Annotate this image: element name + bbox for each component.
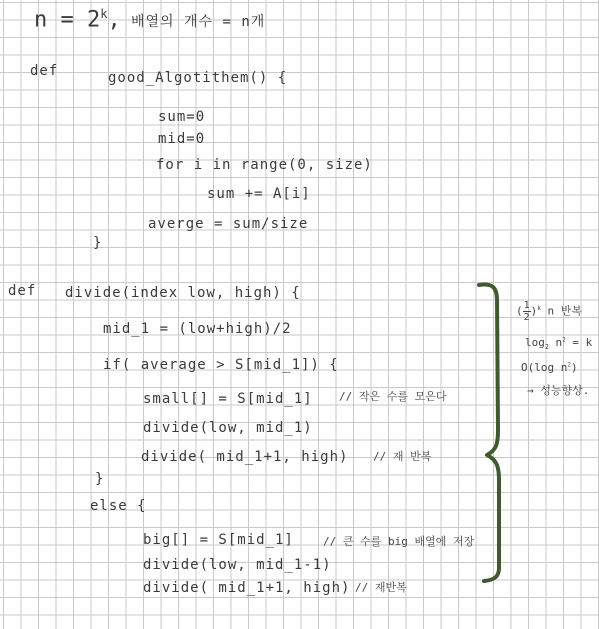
side-note-performance: → 성능향상. — [527, 384, 590, 397]
good-algorithm-average: averge = sum/size — [148, 216, 309, 232]
header-comma: , — [107, 7, 121, 33]
side-note-fraction: $\frac{1}{2}$ — [523, 300, 530, 323]
side-note-halving: ( $\frac{1}{2}$ )$^k$ n 반복 — [516, 300, 583, 323]
header-n: n — [34, 7, 48, 33]
good-algorithm-sum-add: sum += A[i] — [207, 186, 311, 202]
divide-def-keyword: def — [8, 283, 37, 299]
divide-repeat-comment-1: // 재 반복 — [373, 450, 432, 463]
header-eq: = 2 — [60, 7, 101, 33]
side-note-exponent: k — [537, 304, 541, 312]
header-exponent: k — [100, 7, 108, 21]
divide-mid-calc: mid_1 = (low+high)/2 — [103, 321, 292, 337]
divide-call-low: divide(low, mid_1) — [143, 420, 313, 436]
divide-call-high: divide( mid_1+1, high) — [141, 449, 349, 465]
divide-signature: divide(index low, high) { — [65, 285, 301, 301]
divide-big-comment: // 큰 수를 big 배열에 저장 — [323, 535, 475, 548]
divide-call-low-2: divide(low, mid_1-1) — [143, 557, 332, 573]
divide-if-condition: if( average > S[mid_1]) { — [103, 357, 339, 373]
divide-call-high-2: divide( mid_1+1, high) — [143, 580, 351, 596]
good-algorithm-for-loop: for i in range(0, size) — [156, 157, 373, 173]
divide-big-assign: big[] = S[mid_1] — [143, 532, 294, 548]
divide-small-comment: // 작은 수를 모은다 — [339, 390, 447, 403]
divide-if-close-brace: } — [95, 471, 105, 487]
side-note-big-o: O(log $n^2$) — [521, 361, 578, 374]
good-algorithm-close-brace: } — [93, 235, 103, 251]
side-note-repeat: n 반복 — [547, 304, 583, 318]
good-algorithm-def-keyword: def — [30, 63, 59, 79]
divide-else: else { — [90, 498, 147, 514]
side-note-log-equation: $\log_2 n^2 = k$ — [525, 336, 593, 352]
good-algorithm-signature: good_Algotithem() { — [108, 70, 288, 86]
good-algorithm-sum-init: sum=0 — [158, 109, 206, 125]
divide-repeat-comment-2: // 재반복 — [355, 581, 407, 594]
divide-small-assign: small[] = S[mid_1] — [143, 391, 313, 407]
header-array-count-note: 배열의 개수 = n개 — [131, 14, 266, 30]
good-algorithm-mid-init: mid=0 — [158, 131, 206, 147]
